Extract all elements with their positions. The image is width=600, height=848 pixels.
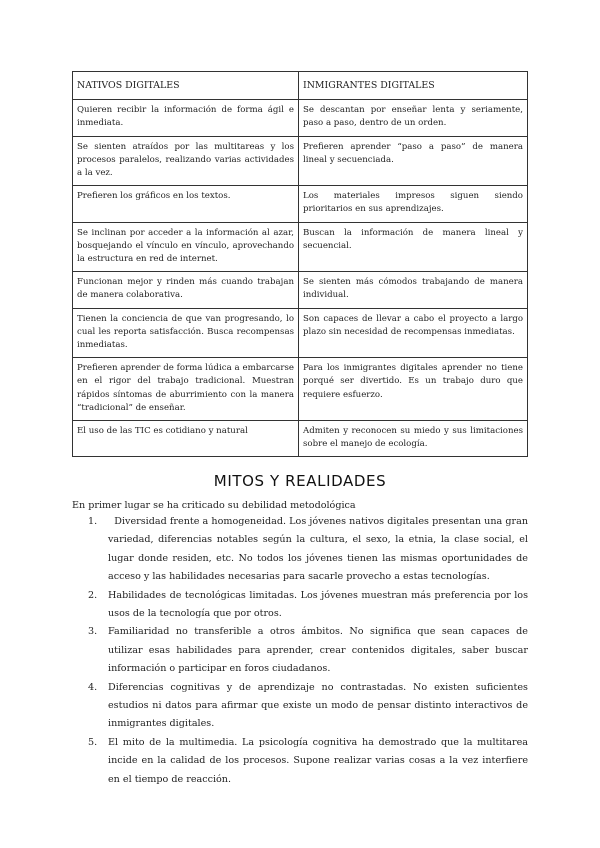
cell-nativos: Quieren recibir la información de forma ágil e inmediata. — [73, 100, 299, 136]
list-item — [88, 623, 528, 678]
list-item-text: El mito de la multimedia. La psicología cognitiva ha demostrado que la multitarea incide en la calidad de los procesos. Supone realizar varias cosas a la vez interfiere en el tiempo de reacción. — [108, 736, 528, 785]
list-item-number: 2. — [88, 589, 98, 601]
list-item-number: 4. — [88, 681, 98, 693]
myths-list — [72, 513, 532, 789]
table-row — [73, 100, 528, 136]
list-item — [88, 734, 528, 789]
cell-inmigrantes: Los materiales impresos siguen siendo prioritarios en sus aprendizajes. — [299, 186, 528, 222]
cell-nativos: Prefieren los gráficos en los textos. — [73, 186, 299, 222]
table-row — [73, 222, 528, 272]
cell-inmigrantes: Para los inmigrantes digitales aprender no tiene porqué ser divertido. Es un trabajo duro que requiere esfuerzo. — [299, 358, 528, 421]
cell-nativos: Funcionan mejor y rinden más cuando trabajan de manera colaborativa. — [73, 272, 299, 308]
cell-nativos: El uso de las TIC es cotidiano y natural — [73, 421, 299, 457]
header-inmigrantes: INMIGRANTES DIGITALES — [299, 72, 528, 100]
cell-nativos: Tienen la conciencia de que van progresando, lo cual les reporta satisfacción. Busca recompensas inmediatas. — [73, 308, 299, 358]
cell-inmigrantes: Son capaces de llevar a cabo el proyecto a largo plazo sin necesidad de recompensas inmediatas. — [299, 308, 528, 358]
section-title: MITOS Y REALIDADES — [213, 472, 387, 490]
list-item-text: Diversidad frente a homogeneidad. Los jóvenes nativos digitales presentan una gran variedad, diferencias notables según la cultura, el sexo, la etnia, la clase social, el lugar donde residen, etc. No todos los jóvenes tienen las mismas oportunidades de acceso y las habilidades necesarias para sacarle provecho a estas tecnologías. — [108, 516, 532, 583]
list-item-text: Diferencias cognitivas y de aprendizaje no contrastadas. No existen suficientes estudios ni datos para afirmar que existe un modo de pensar distinto interactivos de inmigrantes digitales. — [108, 681, 528, 730]
list-item-number: 5. — [88, 736, 98, 748]
table-row — [73, 421, 528, 457]
cell-inmigrantes: Prefieren aprender “paso a paso” de manera lineal y secuenciada. — [299, 136, 528, 186]
comparison-table — [72, 71, 528, 457]
cell-inmigrantes: Se sienten más cómodos trabajando de manera individual. — [299, 272, 528, 308]
list-item — [88, 679, 528, 734]
table-header-row — [73, 72, 528, 100]
cell-nativos: Se inclinan por acceder a la información al azar, bosquejando el vínculo en vínculo, aprovechando la estructura en red de internet. — [73, 222, 299, 272]
list-item — [88, 587, 528, 624]
header-nativos: NATIVOS DIGITALES — [73, 72, 299, 100]
list-item — [88, 513, 532, 587]
table-row — [73, 272, 528, 308]
cell-nativos: Se sienten atraídos por las multitareas y los procesos paralelos, realizando varias actividades a la vez. — [73, 136, 299, 186]
table-row — [73, 136, 528, 186]
list-item-number: 1. — [88, 516, 98, 527]
cell-inmigrantes: Admiten y reconocen su miedo y sus limitaciones sobre el manejo de ecología. — [299, 421, 528, 457]
table-row — [73, 186, 528, 222]
list-item-text: Familiaridad no transferible a otros ámbitos. No significa que sean capaces de utilizar esas habilidades para aprender, crear contenidos digitales, saber buscar información o participar en foros ciudadanos. — [108, 626, 528, 675]
list-item-number: 3. — [88, 626, 98, 638]
intro-paragraph: En primer lugar se ha criticado su debilidad metodológica — [72, 500, 356, 511]
table-row — [73, 358, 528, 421]
cell-nativos: Prefieren aprender de forma lúdica a embarcarse en el rigor del trabajo tradicional. Muestran rápidos síntomas de aburrimiento con la manera “tradicional” de enseñar. — [73, 358, 299, 421]
cell-inmigrantes: Se descantan por enseñar lenta y seriamente, paso a paso, dentro de un orden. — [299, 100, 528, 136]
table-row — [73, 308, 528, 358]
list-item-text: Habilidades de tecnológicas limitadas. Los jóvenes muestran más preferencia por los usos de la tecnología que por otros. — [108, 589, 528, 620]
cell-inmigrantes: Buscan la información de manera lineal y secuencial. — [299, 222, 528, 272]
